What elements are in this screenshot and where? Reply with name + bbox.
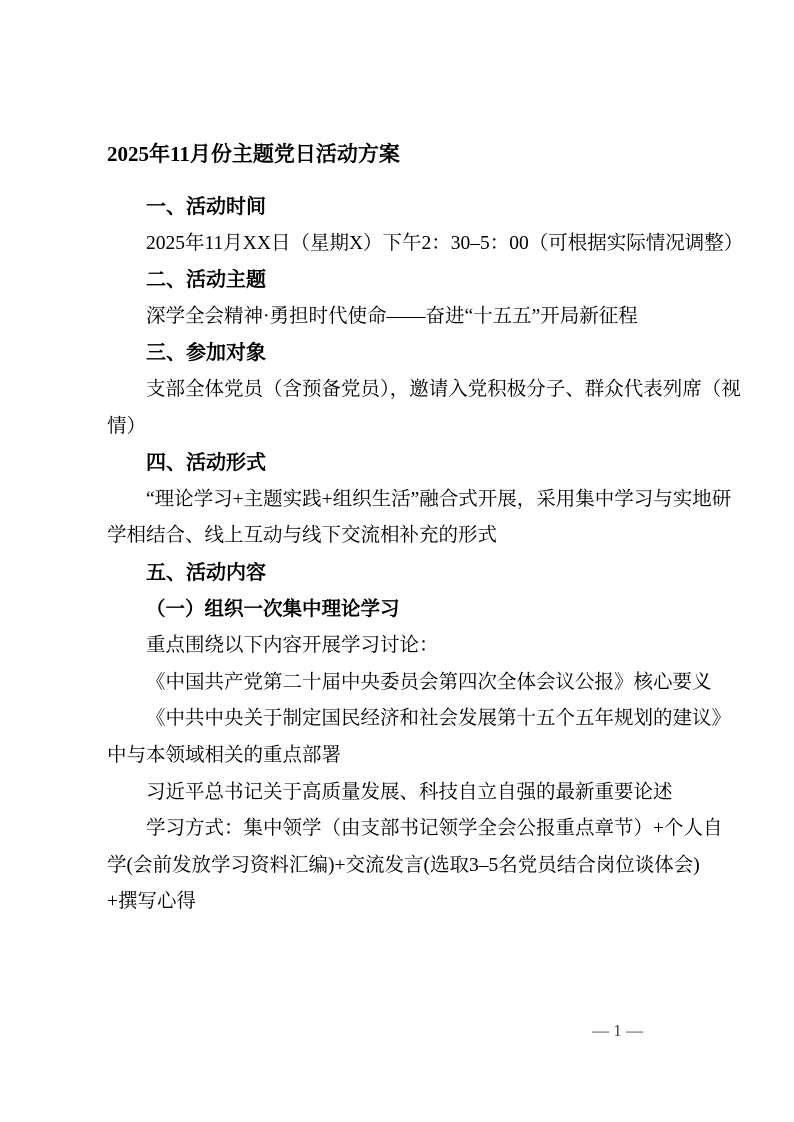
section-heading: 三、参加对象: [146, 342, 266, 365]
text-line: 2025年11月XX日（星期X）下午2：30–5：00（可根据实际情况调整）: [146, 232, 744, 254]
text-line: 重点围绕以下内容开展学习讨论：: [146, 635, 439, 657]
text-line: 《中国共产党第二十届中央委员会第四次全体会议公报》核心要义: [146, 671, 712, 693]
section-heading: 二、活动主题: [146, 269, 266, 292]
text-line: 学习方式：集中领学（由支部书记领学全会公报重点章节）+个人自: [146, 818, 723, 840]
section-heading: 五、活动内容: [146, 561, 266, 584]
document-title: 2025年11月份主题党日活动方案: [107, 142, 400, 166]
text-line: 情）: [107, 415, 147, 437]
text-line: “理论学习+主题实践+组织生活”融合式开展，采用集中学习与实地研: [146, 488, 732, 510]
text-line: +撰写心得: [107, 891, 196, 913]
page-number: — 1 —: [592, 1021, 643, 1040]
text-line: 《中共中央关于制定国民经济和社会发展第十五个五年规划的建议》: [146, 708, 732, 730]
text-line: 学(会前发放学习资料汇编)+交流发言(选取3–5名党员结合岗位谈体会): [107, 854, 700, 876]
section-heading: 一、活动时间: [146, 196, 266, 218]
sub-heading: （一）组织一次集中理论学习: [146, 598, 400, 620]
text-line: 习近平总书记关于高质量发展、科技自立自强的最新重要论述: [146, 781, 673, 803]
text-line: 深学全会精神·勇担时代使命——奋进“十五五”开局新征程: [146, 305, 638, 327]
text-line: 支部全体党员（含预备党员），邀请入党积极分子、群众代表列席（视: [146, 378, 741, 400]
section-heading: 四、活动形式: [146, 452, 266, 475]
document-body: [107, 140, 744, 921]
text-line: 中与本领域相关的重点部署: [107, 744, 342, 766]
text-line: 学相结合、线上互动与线下交流相补充的形式: [107, 525, 498, 547]
